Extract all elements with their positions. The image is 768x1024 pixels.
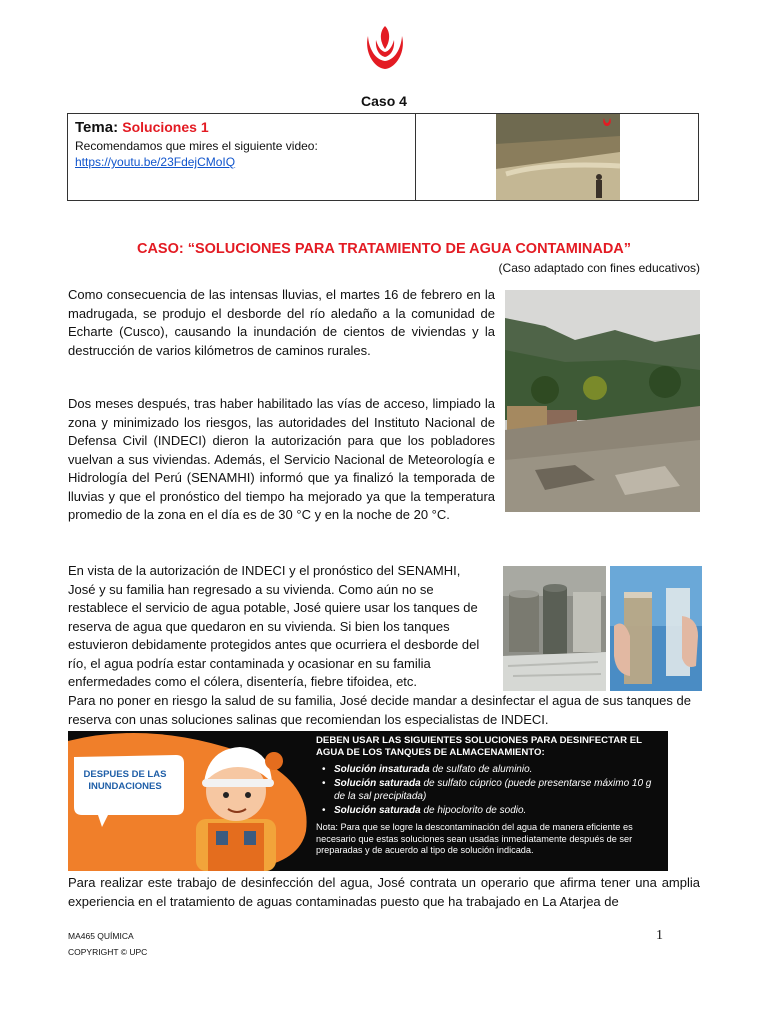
case-subtitle: (Caso adaptado con fines educativos) xyxy=(498,261,700,275)
paragraph-4: Para no poner en riesgo la salud de su familia, José decide mandar a desinfectar el agua de sus tanques de reserva con unas soluciones salinas que recomiendan los especialistas de INDECI. xyxy=(68,693,691,727)
page-number: 1 xyxy=(656,928,663,943)
list-item xyxy=(322,777,656,804)
item-bold: Solución insaturada xyxy=(334,764,430,775)
upc-logo-icon xyxy=(362,22,408,72)
item-bold: Solución saturada xyxy=(334,804,421,816)
video-link[interactable]: https://youtu.be/23FdejCMoIQ xyxy=(75,155,236,169)
paragraph-5: Para realizar este trabajo de desinfección del agua, José contrata un operario que afirma tener una amplia experiencia en el tratamiento de aguas contaminadas puesto que ha trabajado en La Atarjea de xyxy=(68,875,700,909)
video-thumbnail[interactable] xyxy=(496,114,620,200)
topic-cell xyxy=(68,114,416,200)
item-bold: Solución saturada xyxy=(334,777,421,789)
case-number: Caso 4 xyxy=(361,93,407,109)
worker-character-illustration xyxy=(68,731,328,871)
case-title: CASO: “SOLUCIONES PARA TRATAMIENTO DE AGUA CONTAMINADA” xyxy=(136,241,632,257)
item-rest: de hipoclorito de sodio. xyxy=(420,804,527,816)
topic-label: Tema: xyxy=(75,119,119,136)
recommend-text: Recomendamos que mires el siguiente video: xyxy=(75,139,318,153)
flood-photo xyxy=(505,290,700,512)
topic-line xyxy=(75,119,209,136)
topic-value: Soluciones 1 xyxy=(122,119,209,135)
solutions-list xyxy=(322,763,656,817)
paragraph-1: Como consecuencia de las intensas lluvias, el martes 16 de febrero en la madrugada, se produjo el desborde del río aledaño a la comunidad de Echarte (Cusco), causando la inundación de cientos de viviendas y la destrucción de varios kilómetros de caminos rurales. xyxy=(68,287,495,358)
list-item xyxy=(322,763,656,777)
list-item xyxy=(322,804,656,818)
item-rest: de sulfato cúprico (puede presentarse máximo 10 g de la sal precipitada) xyxy=(334,777,652,802)
infographic-heading: DEBEN USAR LAS SIGUIENTES SOLUCIONES PARA DESINFECTAR EL AGUA DE LOS TANQUES DE ALMACENAMIENTO: xyxy=(316,735,642,758)
footer-copyright: COPYRIGHT © UPC xyxy=(68,947,148,957)
footer-course: MA465 QUÍMICA xyxy=(68,931,134,941)
indeci-infographic xyxy=(68,731,668,871)
item-rest: de sulfato de aluminio. xyxy=(429,764,533,775)
infographic-note: Nota: Para que se logre la descontaminación del agua de manera eficiente es necesario que estas soluciones sean usadas inmediatamente después de ser preparadas y de acuerdo al tipo de solución indicada. xyxy=(316,822,633,855)
topic-table xyxy=(67,113,699,201)
water-tank-photo xyxy=(503,566,606,691)
water-glass-photo xyxy=(610,566,702,691)
flood-video-image xyxy=(496,114,620,200)
paragraph-3: En vista de la autorización de INDECI y el pronóstico del SENAMHI, José y su familia han regresado a su vivienda. Como aún no se restablece el servicio de agua potable, José quiere usar los tanques de reserva de agua que quedaron en su vivienda. Si bien los tanques estuvieron debidamente protegidos antes que ocurriera el desborde del río, el agua podría estar contaminada y ocasionar en su familia enfermedades como el cólera, disentería, fiebre tifoidea, etc. xyxy=(68,563,480,689)
bubble-text: DESPUES DE LAS INUNDACIONES xyxy=(83,769,167,792)
paragraph-2: Dos meses después, tras haber habilitado las vías de acceso, limpiado la zona y minimizado los riesgos, las autoridades del Instituto Nacional de Defensa Civil (INDECI) dieron la autorización para que los pobladores vuelvan a sus viviendas. Además, el Servicio Nacional de Meteorología e Hidrología del Perú (SENAMHI) informó que ya finalizó la temporada de lluvias y que el pronóstico del tiempo ha mejorado ya que la temperatura promedio de la zona en el día es de 30 °C y en la noche de 20 °C. xyxy=(68,396,495,522)
infographic-text xyxy=(316,735,656,857)
